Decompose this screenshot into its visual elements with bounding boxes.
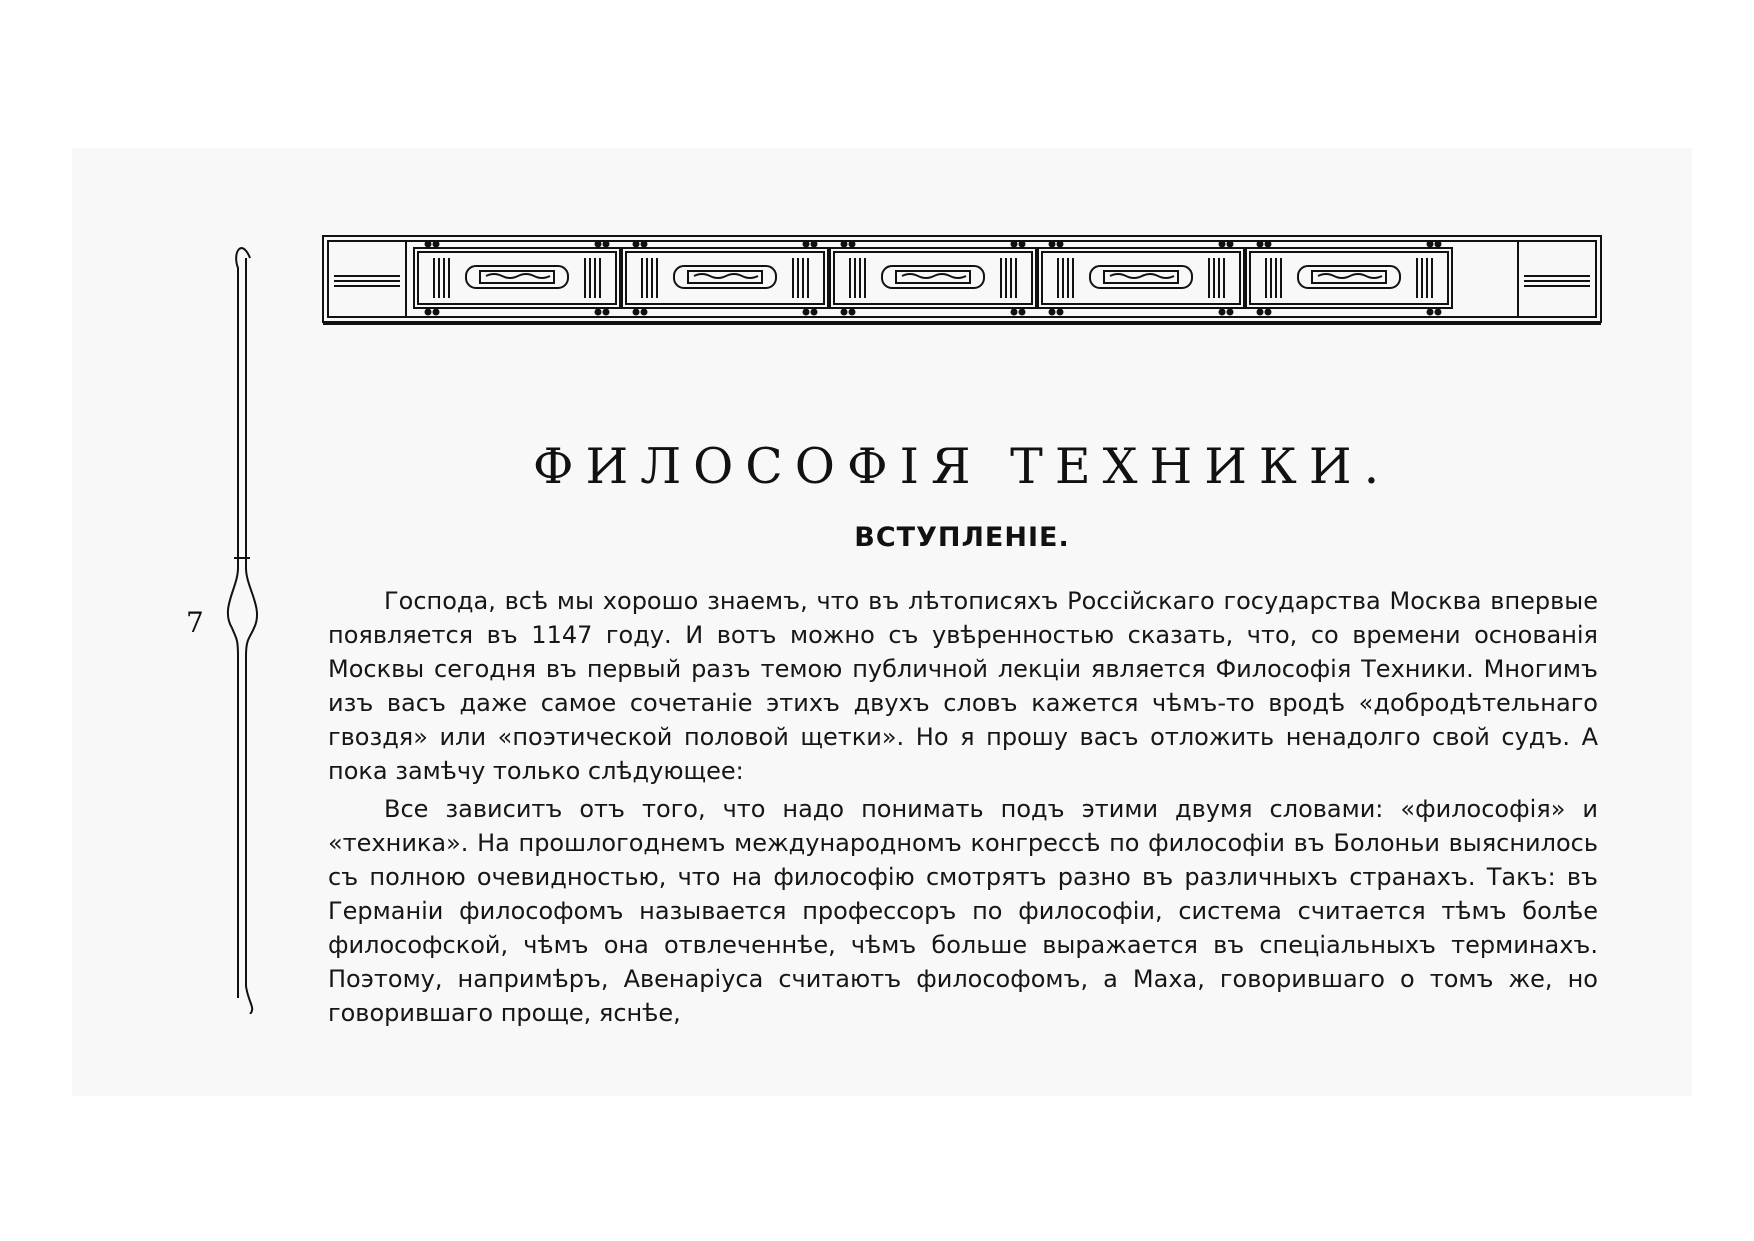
ornament-panel	[622, 242, 828, 315]
ornament-panel	[414, 242, 620, 315]
page-title: ФИЛОСОФІЯ ТЕХНИКИ.	[532, 438, 1392, 495]
paragraph: Господа, всѣ мы хорошо знаемъ, что въ лѣтописяхъ Россійскаго государства Москва впервые появляется въ 1147 году. И вотъ можно съ увѣренностью сказать, что, со времени основанія Москвы сегодня въ первый разъ темою публичной лекціи является Философія Техники. Многимъ изъ васъ даже самое сочетаніе этихъ двухъ словъ кажется чѣмъ-то вродѣ «добродѣтельнаго гвоздя» или «поэтической половой щетки». Но я прошу васъ отложить ненадолго свой судъ. А пока замѣчу только слѣдующее:	[328, 587, 1598, 785]
body-text	[328, 584, 1598, 1030]
ornament-panel	[830, 242, 1036, 315]
ornament-panel	[1038, 242, 1244, 315]
ornament-panel	[1246, 242, 1452, 315]
section-heading: ВСТУПЛЕНІЕ.	[854, 522, 1070, 553]
side-bracket-ornament	[226, 238, 266, 1014]
paragraph: Все зависитъ отъ того, что надо понимать подъ этими двумя словами: «философія» и «техника». На прошлогоднемъ международномъ конгрессѣ по философіи въ Болоньи выяснилось съ полною очевидностью, что на философію смотрятъ разно въ различныхъ странахъ. Такъ: въ Германіи философомъ называется профессоръ по философіи, система считается тѣмъ болѣе философской, чѣмъ она отвлеченнѣе, чѣмъ больше выражается въ спеціальныхъ терминахъ. Поэтому, напримѣръ, Авенаріуса считаютъ философомъ, а Маха, говорившаго о томъ же, но говорившаго проще, яснѣе,	[328, 795, 1598, 1027]
header-ornament	[322, 234, 1602, 326]
page-number: 7	[186, 606, 204, 639]
